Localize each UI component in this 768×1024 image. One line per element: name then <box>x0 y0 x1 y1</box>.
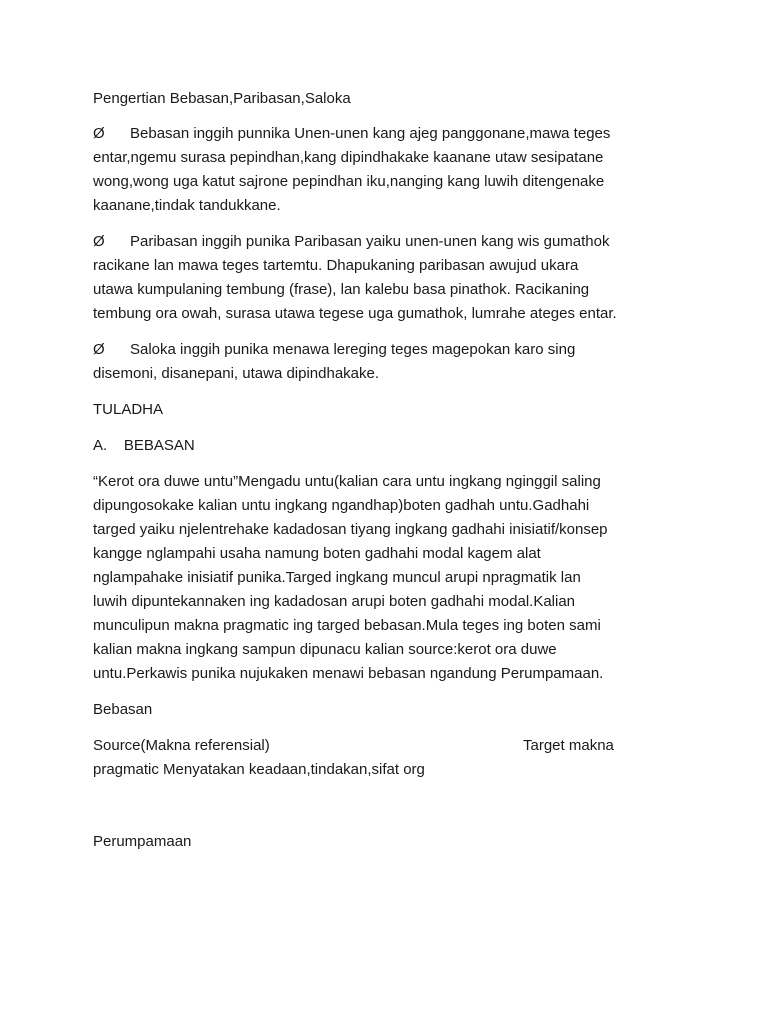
example-line-8: kalian makna ingkang sampun dipunacu kalian source:kerot ora duwe <box>93 641 557 658</box>
document-title: Pengertian Bebasan,Paribasan,Saloka <box>93 90 351 107</box>
section-a-heading: A. BEBASAN <box>93 437 195 454</box>
bebasan-definition-line-2: entar,ngemu surasa pepindhan,kang dipindhakake kaanane utaw sesipatane <box>93 149 604 166</box>
bebasan-definition-line-1: Ø Bebasan inggih punnika Unen-unen kang ajeg panggonane,mawa teges <box>93 125 611 142</box>
paribasan-definition-line-3: utawa kumpulaning tembung (frase), lan kalebu basa pinathok. Racikaning <box>93 281 590 298</box>
bullet-symbol: Ø <box>93 233 105 250</box>
bebasan-definition-line-4: kaanane,tindak tandukkane. <box>93 197 281 214</box>
example-line-4: kangge nglampahi usaha namung boten gadhahi modal kagem alat <box>93 545 541 562</box>
target-label: Target makna <box>523 737 614 754</box>
example-line-5: nglampahake inisiatif punika.Targed ingkang muncul arupi npragmatik lan <box>93 569 581 586</box>
paribasan-definition-line-1: Ø Paribasan inggih punika Paribasan yaiku unen-unen kang wis gumathok <box>93 233 610 250</box>
saloka-definition-line-1: Ø Saloka inggih punika menawa lereging teges magepokan karo sing <box>93 341 576 358</box>
example-line-3: targed yaiku njelentrehake kadadosan tiyang ingkang gadhahi inisiatif/konsep <box>93 521 608 538</box>
tuladha-heading: TULADHA <box>93 401 164 418</box>
pragmatic-line: pragmatic Menyatakan keadaan,tindakan,sifat org <box>93 761 425 778</box>
bullet-symbol: Ø <box>93 125 105 142</box>
example-line-9: untu.Perkawis punika nujukaken menawi bebasan ngandung Perumpamaan. <box>93 665 604 682</box>
example-line-1: “Kerot ora duwe untu”Mengadu untu(kalian cara untu ingkang nginggil saling <box>93 473 601 490</box>
example-line-2: dipungosokake kalian untu ingkang ngandhap)boten gadhah untu.Gadhahi <box>93 497 590 514</box>
paribasan-definition-line-4: tembung ora owah, surasa utawa tegese uga gumathok, lumrahe ateges entar. <box>93 305 617 322</box>
example-line-6: luwih dipuntekannaken ing kadadosan arupi boten gadhahi modal.Kalian <box>93 593 576 610</box>
perumpamaan-label: Perumpamaan <box>93 833 192 850</box>
bebasan-definition-line-3: wong,wong uga katut sajrone pepindhan iku,nanging kang luwih ditengenake <box>93 173 605 190</box>
source-label: Source(Makna referensial) <box>93 737 270 754</box>
bullet-symbol: Ø <box>93 341 105 358</box>
paribasan-definition-line-2: racikane lan mawa teges tartemtu. Dhapukaning paribasan awujud ukara <box>93 257 579 274</box>
saloka-definition-line-2: disemoni, disanepani, utawa dipindhakake. <box>93 365 380 382</box>
bebasan-label: Bebasan <box>93 701 153 718</box>
example-line-7: munculipun makna pragmatic ing targed bebasan.Mula teges ing boten sami <box>93 617 601 634</box>
